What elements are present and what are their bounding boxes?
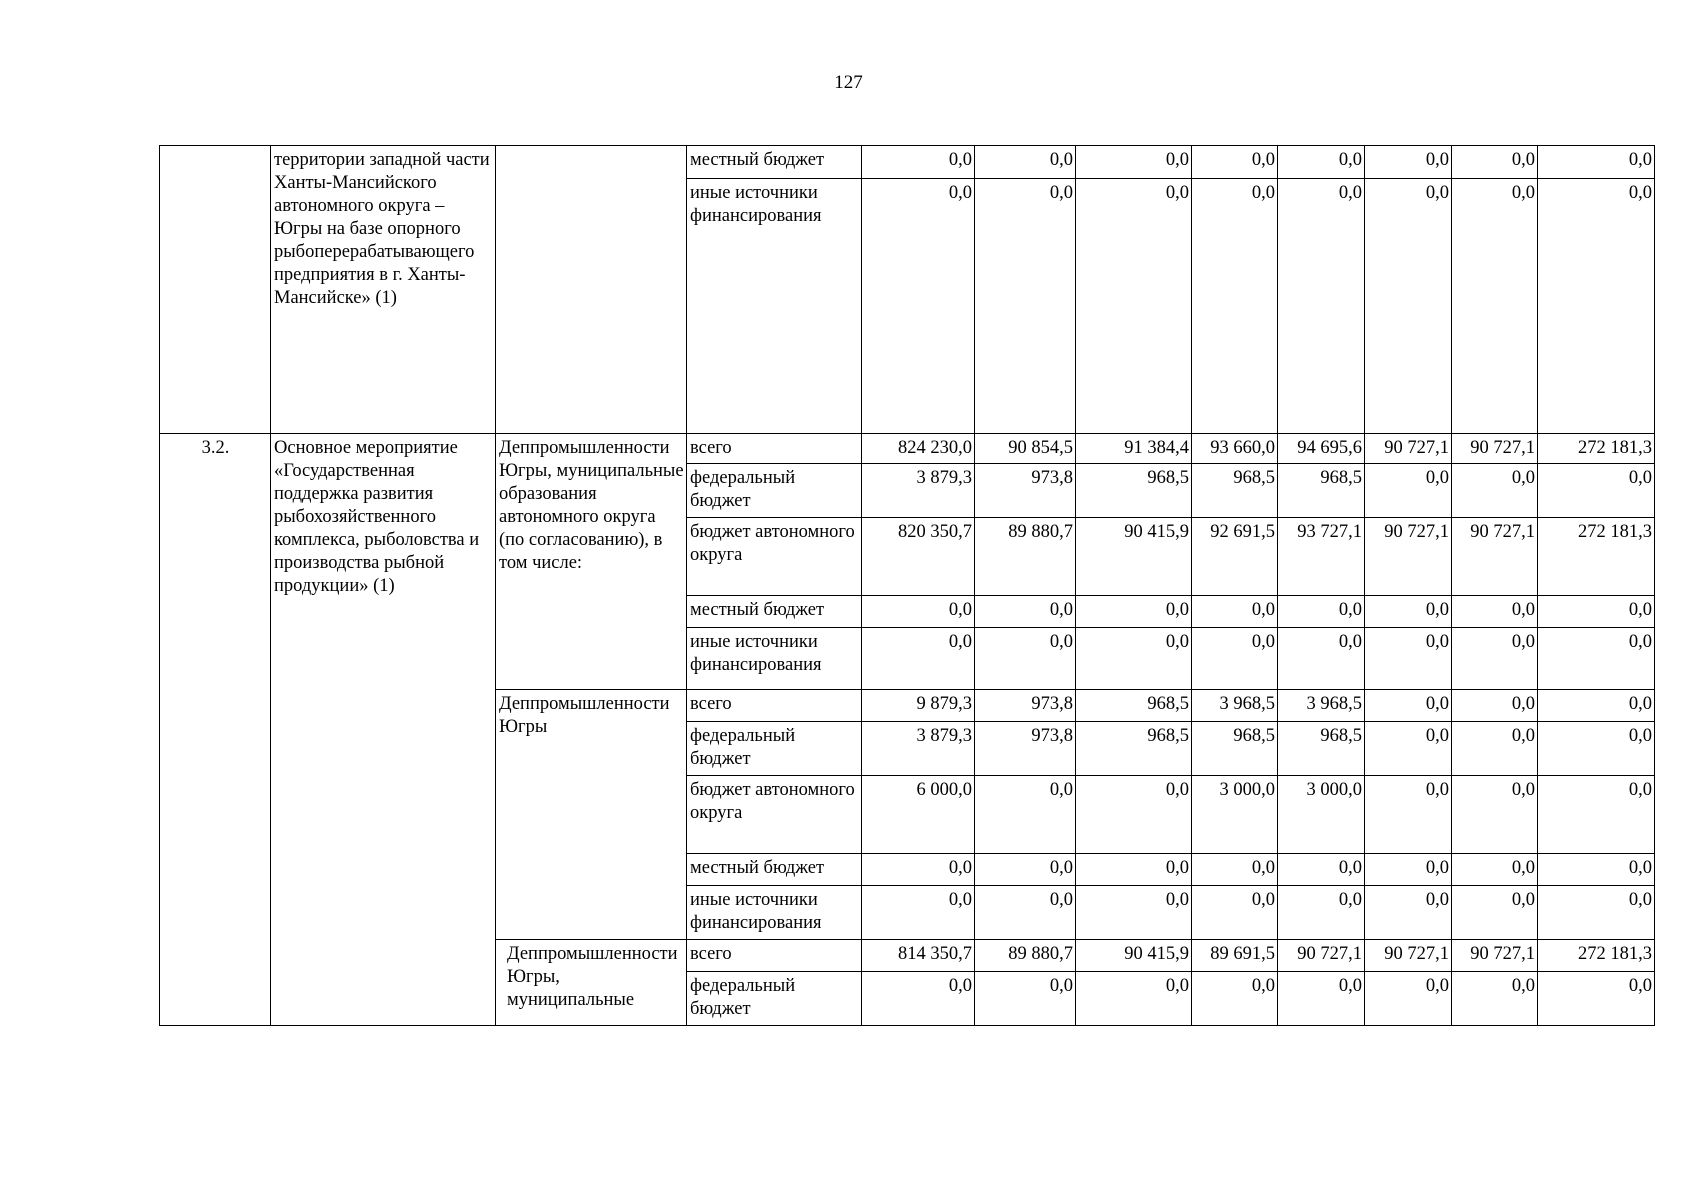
table-body: [160, 146, 1655, 1026]
value-cell: 0,0: [1278, 628, 1365, 690]
value-cell: 0,0: [1538, 972, 1655, 1026]
value-cell: 0,0: [1192, 886, 1278, 940]
value-cell: 0,0: [1076, 146, 1192, 179]
value-cell: 0,0: [1538, 776, 1655, 854]
funding-source-cell: федеральный бюджет: [687, 972, 862, 1026]
value-cell: 0,0: [1076, 628, 1192, 690]
value-cell: 0,0: [1076, 972, 1192, 1026]
funding-source-cell: федеральный бюджет: [687, 722, 862, 776]
table-row: [160, 146, 1655, 179]
value-cell: 0,0: [1365, 722, 1452, 776]
value-cell: 0,0: [1076, 179, 1192, 434]
value-cell: 91 384,4: [1076, 434, 1192, 464]
value-cell: 0,0: [862, 179, 975, 434]
value-cell: 0,0: [1452, 146, 1538, 179]
value-cell: 0,0: [1278, 886, 1365, 940]
value-cell: 0,0: [1452, 628, 1538, 690]
value-cell: 89 880,7: [975, 940, 1076, 972]
value-cell: 0,0: [1538, 628, 1655, 690]
value-cell: 94 695,6: [1278, 434, 1365, 464]
value-cell: 90 415,9: [1076, 940, 1192, 972]
value-cell: 90 727,1: [1365, 434, 1452, 464]
value-cell: 0,0: [1452, 464, 1538, 518]
value-cell: 0,0: [862, 854, 975, 886]
value-cell: 968,5: [1278, 464, 1365, 518]
value-cell: 90 727,1: [1365, 940, 1452, 972]
value-cell: 0,0: [1538, 179, 1655, 434]
value-cell: 814 350,7: [862, 940, 975, 972]
value-cell: 0,0: [975, 179, 1076, 434]
value-cell: 0,0: [1076, 776, 1192, 854]
value-cell: 0,0: [1452, 179, 1538, 434]
executor-cell: [496, 146, 687, 434]
executor-cell: Деппромышленности Югры, муниципальные: [496, 940, 687, 1026]
value-cell: 272 181,3: [1538, 940, 1655, 972]
value-cell: 0,0: [975, 972, 1076, 1026]
activity-name-cell: Основное мероприятие «Государственная поддержка развития рыбохозяйственного комплекса, рыболовства и производства рыбной продукции» (1): [271, 434, 496, 1026]
value-cell: 0,0: [1192, 972, 1278, 1026]
value-cell: 272 181,3: [1538, 518, 1655, 596]
value-cell: 0,0: [862, 146, 975, 179]
value-cell: 0,0: [1278, 972, 1365, 1026]
value-cell: 0,0: [862, 886, 975, 940]
value-cell: 0,0: [1365, 972, 1452, 1026]
value-cell: 0,0: [1192, 146, 1278, 179]
value-cell: 968,5: [1192, 722, 1278, 776]
value-cell: 968,5: [1192, 464, 1278, 518]
funding-source-cell: иные источники финансирования: [687, 179, 862, 434]
value-cell: 3 000,0: [1192, 776, 1278, 854]
value-cell: 0,0: [1365, 886, 1452, 940]
value-cell: 968,5: [1076, 464, 1192, 518]
value-cell: 0,0: [1192, 596, 1278, 628]
value-cell: 0,0: [862, 972, 975, 1026]
value-cell: 90 727,1: [1278, 940, 1365, 972]
value-cell: 0,0: [1076, 854, 1192, 886]
value-cell: 92 691,5: [1192, 518, 1278, 596]
value-cell: 90 727,1: [1452, 434, 1538, 464]
value-cell: 0,0: [1076, 596, 1192, 628]
funding-source-cell: всего: [687, 690, 862, 722]
value-cell: 93 660,0: [1192, 434, 1278, 464]
value-cell: 6 000,0: [862, 776, 975, 854]
funding-source-cell: местный бюджет: [687, 146, 862, 179]
value-cell: 0,0: [975, 776, 1076, 854]
funding-source-cell: местный бюджет: [687, 854, 862, 886]
value-cell: 0,0: [1365, 854, 1452, 886]
funding-source-cell: иные источники финансирования: [687, 886, 862, 940]
value-cell: 973,8: [975, 690, 1076, 722]
value-cell: 272 181,3: [1538, 434, 1655, 464]
value-cell: 90 727,1: [1365, 518, 1452, 596]
value-cell: 0,0: [1538, 690, 1655, 722]
value-cell: 0,0: [1192, 628, 1278, 690]
value-cell: 0,0: [975, 146, 1076, 179]
value-cell: 0,0: [1192, 854, 1278, 886]
executor-cell: Деппромышленности Югры, муниципальные образования автономного округа (по согласованию), в том числе:: [496, 434, 687, 690]
item-code-cell: 3.2.: [160, 434, 271, 1026]
value-cell: 0,0: [1365, 464, 1452, 518]
value-cell: 968,5: [1278, 722, 1365, 776]
value-cell: 3 879,3: [862, 722, 975, 776]
value-cell: 0,0: [1365, 146, 1452, 179]
code-cell: [160, 146, 271, 434]
value-cell: 968,5: [1076, 722, 1192, 776]
value-cell: 0,0: [1538, 854, 1655, 886]
value-cell: 0,0: [1365, 776, 1452, 854]
value-cell: 90 727,1: [1452, 940, 1538, 972]
value-cell: 0,0: [1452, 886, 1538, 940]
value-cell: 0,0: [1538, 886, 1655, 940]
value-cell: 9 879,3: [862, 690, 975, 722]
value-cell: 0,0: [975, 628, 1076, 690]
value-cell: 0,0: [1452, 596, 1538, 628]
value-cell: 968,5: [1076, 690, 1192, 722]
value-cell: 0,0: [1076, 886, 1192, 940]
value-cell: 89 691,5: [1192, 940, 1278, 972]
value-cell: 3 879,3: [862, 464, 975, 518]
funding-source-cell: бюджет автономного округа: [687, 776, 862, 854]
value-cell: 3 968,5: [1278, 690, 1365, 722]
value-cell: 0,0: [1452, 972, 1538, 1026]
value-cell: 0,0: [1538, 146, 1655, 179]
value-cell: 0,0: [1452, 854, 1538, 886]
funding-source-cell: бюджет автономного округа: [687, 518, 862, 596]
value-cell: 90 854,5: [975, 434, 1076, 464]
executor-cell: Деппромышленности Югры: [496, 690, 687, 940]
funding-source-cell: местный бюджет: [687, 596, 862, 628]
value-cell: 89 880,7: [975, 518, 1076, 596]
funding-source-cell: всего: [687, 434, 862, 464]
value-cell: 0,0: [1452, 690, 1538, 722]
value-cell: 0,0: [1538, 596, 1655, 628]
value-cell: 0,0: [1365, 628, 1452, 690]
value-cell: 824 230,0: [862, 434, 975, 464]
value-cell: 0,0: [862, 628, 975, 690]
value-cell: 0,0: [862, 596, 975, 628]
funding-source-cell: федеральный бюджет: [687, 464, 862, 518]
value-cell: 0,0: [1278, 146, 1365, 179]
value-cell: 3 968,5: [1192, 690, 1278, 722]
value-cell: 0,0: [1278, 854, 1365, 886]
value-cell: 90 727,1: [1452, 518, 1538, 596]
value-cell: 0,0: [1365, 179, 1452, 434]
value-cell: 0,0: [1365, 596, 1452, 628]
value-cell: 0,0: [1538, 722, 1655, 776]
funding-source-cell: всего: [687, 940, 862, 972]
value-cell: 820 350,7: [862, 518, 975, 596]
value-cell: 973,8: [975, 464, 1076, 518]
value-cell: 0,0: [1452, 776, 1538, 854]
value-cell: 3 000,0: [1278, 776, 1365, 854]
funding-source-cell: иные источники финансирования: [687, 628, 862, 690]
value-cell: 0,0: [975, 596, 1076, 628]
value-cell: 973,8: [975, 722, 1076, 776]
value-cell: 0,0: [975, 854, 1076, 886]
value-cell: 90 415,9: [1076, 518, 1192, 596]
table-row: [160, 434, 1655, 464]
value-cell: 93 727,1: [1278, 518, 1365, 596]
value-cell: 0,0: [1278, 179, 1365, 434]
value-cell: 0,0: [1452, 722, 1538, 776]
value-cell: 0,0: [1278, 596, 1365, 628]
page-number: 127: [834, 72, 863, 93]
value-cell: 0,0: [1365, 690, 1452, 722]
value-cell: 0,0: [975, 886, 1076, 940]
activity-name-cell: территории западной части Ханты-Мансийского автономного округа – Югры на базе опорного рыбоперерабатывающего предприятия в г. Ханты-Мансийске» (1): [271, 146, 496, 434]
budget-table: [159, 145, 1655, 1026]
value-cell: 0,0: [1538, 464, 1655, 518]
value-cell: 0,0: [1192, 179, 1278, 434]
